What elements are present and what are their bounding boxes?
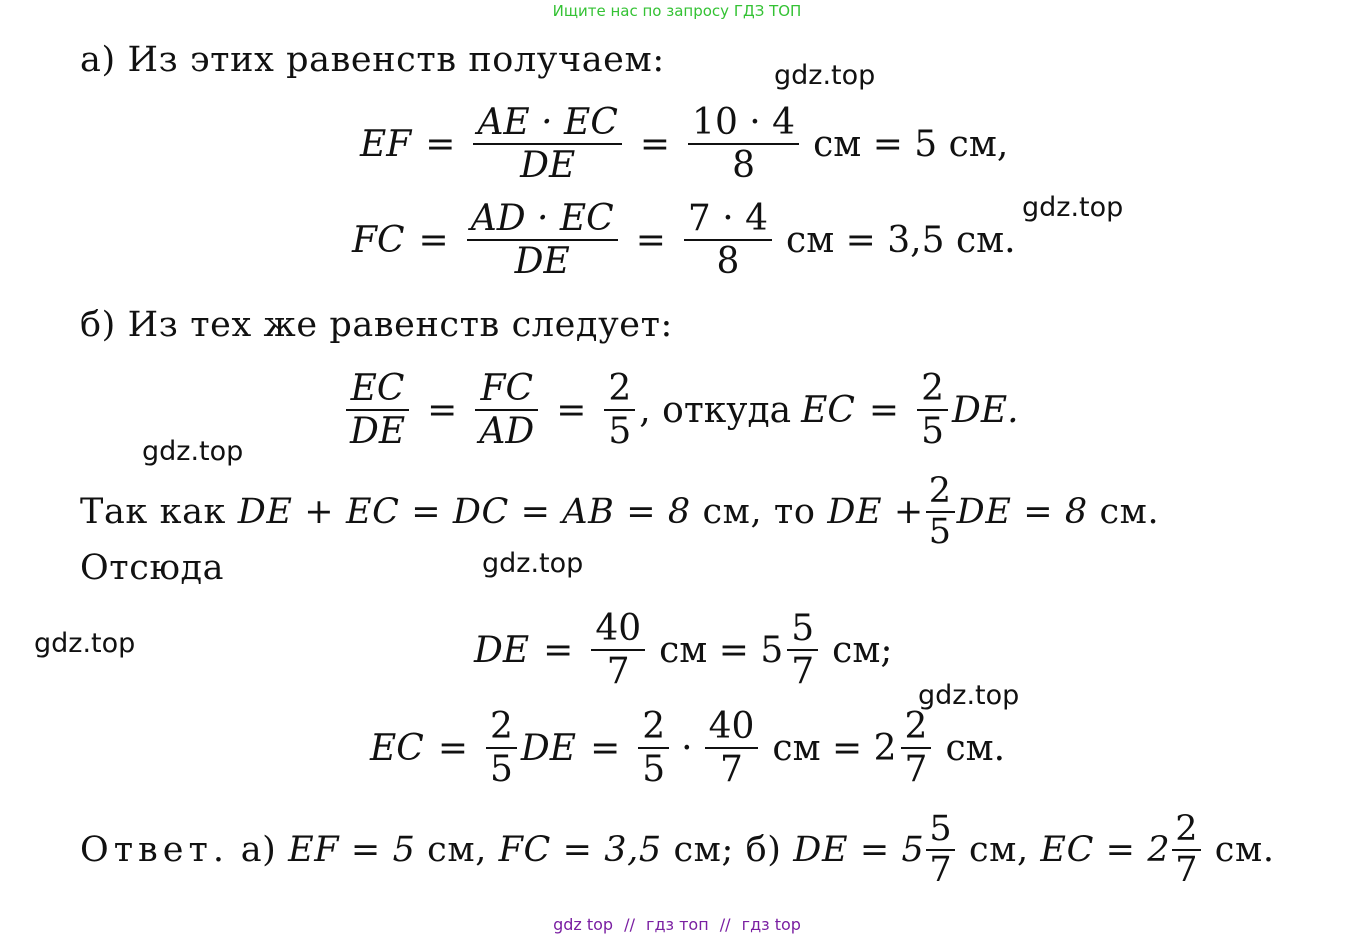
fraction-numerator: 2	[928, 471, 952, 511]
fraction	[684, 198, 772, 283]
fraction	[1172, 810, 1201, 889]
fraction-numerator: EC	[350, 368, 405, 409]
eq-mid: см = 2	[772, 727, 897, 769]
fraction-denominator: 8	[688, 143, 799, 186]
fraction-numerator: 2	[904, 706, 928, 747]
fraction-numerator: 2	[921, 368, 944, 409]
fraction	[467, 198, 618, 283]
text: см,	[415, 829, 499, 870]
eq-tail: см = 5 см,	[813, 123, 1009, 165]
fraction-denominator: DE	[473, 143, 621, 186]
text: а)	[228, 829, 289, 870]
eq-lhs: FC	[352, 219, 405, 261]
eq-lhs: EC	[801, 389, 855, 431]
text: Так как	[80, 491, 238, 532]
since-line	[80, 472, 1159, 551]
fraction-numerator: 5	[929, 809, 953, 849]
fraction-denominator: 5	[638, 747, 669, 790]
answer-label: Ответ.	[80, 829, 229, 870]
fraction-denominator: DE	[467, 239, 618, 282]
fraction	[486, 706, 517, 791]
part-b-intro: б) Из тех же равенств следует:	[80, 305, 673, 345]
footer-links	[0, 915, 1354, 934]
eq-middle-text: , откуда	[639, 389, 792, 431]
watermark: gdz.top	[142, 436, 244, 467]
fraction-denominator: 5	[926, 511, 955, 552]
equals-sign: =	[425, 123, 456, 165]
equals-sign: =	[418, 219, 449, 261]
fraction-numerator: FC	[480, 368, 534, 409]
footer-link[interactable]: гдз топ	[646, 915, 709, 934]
fraction	[926, 810, 955, 889]
equation-fc	[352, 198, 1016, 283]
fraction-denominator: 7	[901, 747, 932, 790]
equation-ec	[370, 706, 1005, 791]
footer-separator: //	[719, 915, 731, 934]
fraction	[787, 608, 818, 693]
fraction-denominator: 7	[926, 849, 955, 890]
text: см; б)	[661, 829, 794, 870]
expression: DE +	[827, 491, 924, 532]
equals-sign: =	[437, 727, 468, 769]
watermark: gdz.top	[34, 628, 136, 659]
fraction	[473, 102, 621, 187]
fraction	[346, 368, 409, 453]
answer-ec: EC = 2	[1040, 829, 1171, 870]
equals-sign: =	[556, 389, 587, 431]
header-search-hint[interactable]: Ищите нас по запросу ГДЗ ТОП	[552, 2, 802, 20]
expression: DE = 8	[956, 491, 1088, 532]
fraction	[688, 102, 799, 187]
fraction-numerator: 2	[1175, 809, 1199, 849]
fraction	[705, 706, 759, 791]
fraction-denominator: 7	[787, 649, 818, 692]
fraction-denominator: DE	[346, 409, 409, 452]
fraction-denominator: 5	[604, 409, 635, 452]
fraction	[591, 608, 645, 693]
answer-line	[80, 810, 1275, 889]
fraction	[638, 706, 669, 791]
fraction-denominator: AD	[475, 409, 538, 452]
equation-de	[474, 608, 892, 693]
fraction-numerator: AE · EC	[477, 102, 618, 143]
eq-lhs: EF	[360, 123, 412, 165]
fraction-denominator: 7	[705, 747, 759, 790]
footer-link[interactable]: гдз top	[741, 915, 801, 934]
watermark: gdz.top	[482, 548, 584, 579]
expression: DE + EC = DC = AB = 8	[237, 491, 691, 532]
fraction-denominator: 5	[486, 747, 517, 790]
fraction-numerator: 2	[490, 706, 513, 747]
multiply-dot: ·	[681, 727, 693, 769]
fraction	[604, 368, 635, 453]
watermark: gdz.top	[774, 60, 876, 91]
fraction-numerator: 2	[608, 368, 632, 409]
eq-tail: DE.	[951, 389, 1019, 431]
answer-ef: EF = 5	[288, 829, 416, 870]
footer-link[interactable]: gdz top	[553, 915, 614, 934]
fraction-numerator: AD · EC	[470, 198, 614, 239]
equals-sign: =	[543, 629, 574, 671]
eq-lhs: EC	[370, 727, 424, 769]
eq-tail: см;	[832, 629, 893, 671]
fraction-numerator: 40	[708, 706, 755, 747]
footer-separator: //	[624, 915, 635, 934]
fraction-denominator: 8	[684, 239, 772, 282]
fraction	[926, 472, 955, 551]
fraction	[475, 368, 538, 453]
equals-sign: =	[590, 727, 621, 769]
fraction	[917, 368, 948, 453]
part-a-intro: а) Из этих равенств получаем:	[80, 40, 665, 80]
watermark: gdz.top	[918, 680, 1020, 711]
answer-fc: FC = 3,5	[498, 829, 662, 870]
fraction-denominator: 7	[1172, 849, 1201, 890]
text: см.	[1087, 491, 1160, 532]
eq-tail: см = 3,5 см.	[786, 219, 1016, 261]
watermark: gdz.top	[1022, 192, 1124, 223]
text: см.	[1203, 829, 1275, 870]
equation-ef	[360, 102, 1008, 187]
equation-ratio	[342, 368, 1019, 453]
equals-sign: =	[639, 123, 671, 165]
fraction-numerator: 2	[642, 706, 666, 747]
equals-sign: =	[635, 219, 666, 261]
eq-mid: см = 5	[659, 629, 784, 671]
equals-sign: =	[427, 389, 458, 431]
equals-sign: =	[868, 389, 900, 431]
fraction-numerator: 40	[595, 608, 642, 649]
fraction-denominator: 5	[917, 409, 948, 452]
fraction-numerator: 10 · 4	[692, 102, 796, 143]
text: см,	[957, 829, 1041, 870]
fraction-numerator: 7 · 4	[687, 198, 769, 239]
fraction	[901, 706, 932, 791]
text: см, то	[690, 491, 828, 532]
hence-text: Отсюда	[80, 548, 225, 588]
eq-tail: см.	[945, 727, 1006, 769]
expression: DE	[520, 727, 577, 769]
answer-de: DE = 5	[793, 829, 925, 870]
fraction-denominator: 7	[591, 649, 645, 692]
fraction-numerator: 5	[791, 608, 815, 649]
eq-lhs: DE	[474, 629, 530, 671]
